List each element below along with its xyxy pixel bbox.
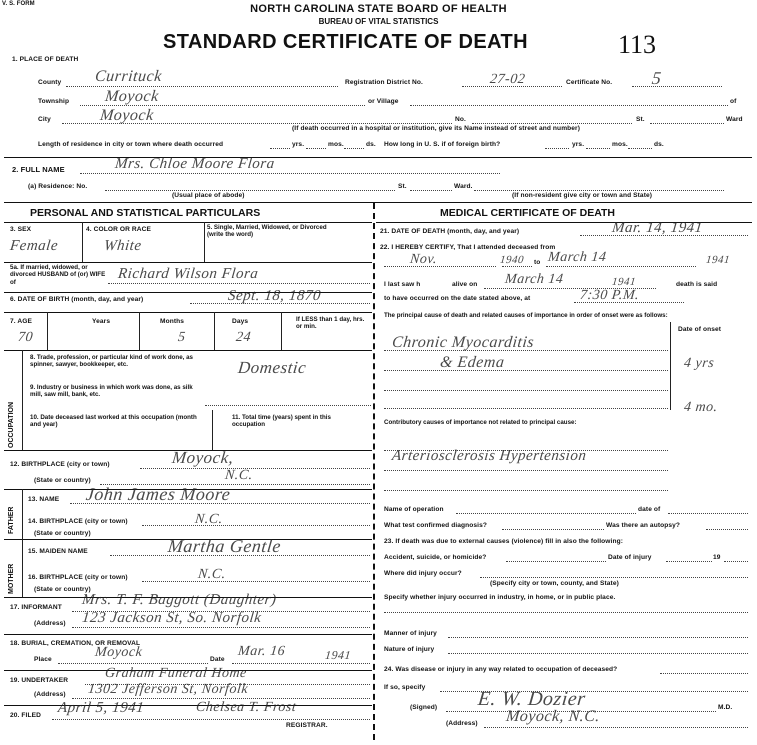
county-value: Currituck [94, 68, 163, 85]
attended-to-year-value: 1941 [705, 254, 731, 266]
date-of-death-value: Mar. 14, 1941 [611, 220, 704, 236]
st-label: St. [636, 116, 645, 123]
operation-date-label: date of [638, 506, 661, 513]
signed-label: (Signed) [410, 704, 438, 711]
dob-value: Sept. 18, 1870 [227, 288, 322, 304]
md-label: M.D. [718, 704, 733, 711]
full-name-label: 2. FULL NAME [12, 165, 65, 174]
burial-date-label: Date [210, 656, 225, 663]
burial-label: 18. BURIAL, CREMATION, OR REMOVAL [10, 640, 141, 647]
physician-address-label: (Address) [446, 720, 478, 727]
city-label: City [38, 116, 51, 123]
certificate-no-label: Certificate No. [566, 79, 613, 86]
manner-label: Manner of injury [384, 630, 437, 637]
reg-district-label: Registration District No. [345, 79, 423, 86]
certificate-no-value: 5 [651, 68, 663, 88]
place-of-death-label: 1. PLACE OF DEATH [12, 56, 79, 63]
last-saw-year-value: 1941 [611, 276, 637, 288]
county-label: County [38, 79, 62, 86]
informant-address-label: (Address) [34, 620, 66, 627]
filed-label: 20. FILED [10, 712, 41, 719]
where-injury-label: Where did injury occur? [384, 570, 462, 577]
occupation-side-label: OCCUPATION [8, 401, 15, 448]
mother-side-label: MOTHER [8, 563, 15, 594]
burial-year-value: 1941 [324, 648, 352, 662]
township-label: Township [38, 98, 70, 105]
attended-to-value: March 14 [547, 250, 608, 265]
mother-birthplace-label: 16. BIRTHPLACE (city or town) [28, 574, 128, 581]
age-days-label: Days [232, 318, 249, 325]
informant-address-value: 123 Jackson St, So. Norfolk [81, 610, 263, 626]
father-name-value: John James Moore [85, 484, 232, 504]
color-value: White [103, 238, 143, 254]
time-of-death-value: 7:30 P.M. [579, 288, 640, 303]
father-birthplace-value: N.C. [194, 512, 224, 527]
filed-value: April 5, 1941 [57, 700, 145, 716]
spouse-value: Richard Wilson Flora [117, 266, 260, 282]
age-years-label: Years [92, 318, 111, 325]
onset-1-value: 4 yrs [683, 356, 715, 371]
attended-from-value: Nov. [409, 252, 438, 267]
age-years-value: 70 [17, 330, 34, 345]
trade-label: 8. Trade, profession, or particular kind of work done, as spinner, sawyer, bookkeeper, etc. [30, 354, 193, 369]
industry-label: 9. Industry or business in which work was done, as silk mill, saw mill, bank, etc. [30, 384, 193, 399]
township-value: Moyock [104, 88, 160, 105]
occurred-label: to have occurred on the date stated above, at [384, 295, 531, 302]
undertaker-label: 19. UNDERTAKER [10, 677, 69, 684]
medical-heading: MEDICAL CERTIFICATE OF DEATH [440, 207, 615, 219]
age-months-value: 5 [177, 330, 187, 345]
residence-label: (a) Residence: No. [28, 183, 88, 190]
birthplace-state-value: N.C. [224, 468, 254, 483]
filed-by-value: Chelsea T. Frost [195, 700, 298, 715]
certificate-index-number: 113 [618, 30, 657, 59]
accident-label: Accident, suicide, or homicide? [384, 554, 487, 561]
burial-date-value: Mar. 16 [237, 644, 286, 659]
ward-label: Ward [726, 116, 743, 123]
last-saw-label: I last saw h [384, 281, 421, 288]
specify-industry-note: Specify whether injury occurred in industry, in home, or in public place. [384, 594, 616, 601]
total-time-label: 11. Total time (years) spent in this occupation [232, 414, 331, 429]
informant-label: 17. INFORMANT [10, 604, 62, 611]
city-value: Moyock [99, 107, 155, 124]
autopsy-label: Was there an autopsy? [606, 522, 681, 529]
residence-st-label: St. [398, 183, 407, 190]
last-saw-value: March 14 [504, 272, 565, 287]
city-no-label: No. [455, 116, 466, 123]
age-months-label: Months [160, 318, 185, 325]
test-label: What test confirmed diagnosis? [384, 522, 488, 529]
cause-label: The principal cause of death and related causes of importance in order of onset were as follows: [384, 312, 668, 319]
mother-birthplace-value: N.C. [197, 567, 227, 582]
onset-2-value: 4 mo. [683, 400, 719, 415]
father-name-label: 13. NAME [28, 496, 60, 503]
last-worked-label: 10. Date deceased last worked at this occupation (month and year) [30, 414, 197, 429]
physician-address-value: Moyock, N.C. [505, 708, 601, 725]
page-title: STANDARD CERTIFICATE OF DEATH [163, 31, 528, 53]
contrib-label: Contributory causes of importance not related to principal cause: [384, 419, 577, 426]
birthplace-state-label: (State or country) [34, 477, 91, 484]
undertaker-address-label: (Address) [34, 691, 66, 698]
registrar-label: REGISTRAR. [286, 722, 328, 729]
trade-value: Domestic [237, 358, 308, 377]
personal-heading: PERSONAL AND STATISTICAL PARTICULARS [30, 207, 261, 219]
undertaker-address-value: 1302 Jefferson St, Norfolk [87, 682, 249, 697]
certify-label: 22. I HEREBY CERTIFY, That I attended deceased from [380, 244, 556, 251]
specify-place-note: (Specify city or town, county, and State) [490, 580, 619, 587]
date-of-death-label: 21. DATE OF DEATH (month, day, and year) [380, 228, 520, 235]
cause-2-value: & Edema [439, 354, 506, 371]
birthplace-value: Moyock, [171, 448, 235, 467]
age-label: 7. AGE [10, 318, 32, 325]
village-label: or Village [368, 98, 399, 105]
bureau-name: BUREAU OF VITAL STATISTICS [318, 17, 439, 26]
nonresident-note: (If non-resident give city or town and State) [512, 192, 653, 199]
informant-value: Mrs. T. F. Baggott (Daughter) [81, 592, 278, 608]
father-birthplace-label: 14. BIRTHPLACE (city or town) [28, 518, 128, 525]
board-name: NORTH CAROLINA STATE BOARD OF HEALTH [250, 3, 507, 15]
physician-signature: E. W. Dozier [476, 688, 587, 710]
contrib-value: Arteriosclerosis Hypertension [391, 448, 588, 464]
birthplace-label: 12. BIRTHPLACE (city or town) [10, 461, 110, 468]
residence-ward-label: Ward. [454, 183, 473, 190]
cause-1-value: Chronic Myocarditis [391, 334, 536, 351]
father-side-label: FATHER [8, 506, 15, 534]
maiden-name-value: Martha Gentle [167, 536, 283, 556]
nature-label: Nature of injury [384, 646, 435, 653]
reg-district-value: 27-02 [489, 72, 527, 87]
burial-place-label: Place [34, 656, 52, 663]
date-injury-label: Date of injury [608, 554, 652, 561]
full-name-value: Mrs. Chloe Moore Flora [114, 156, 276, 172]
color-label: 4. COLOR OR RACE [86, 226, 151, 233]
usual-abode-note: (Usual place of abode) [172, 192, 245, 199]
less-than-day-label: If LESS than 1 day, hrs. or min. [296, 316, 365, 331]
burial-place-value: Moyock [94, 645, 144, 660]
if-so-label: If so, specify [384, 684, 426, 691]
dob-label: 6. DATE OF BIRTH (month, day, and year) [10, 296, 144, 303]
residence-length-label: Length of residence in city or town where death occurred [38, 141, 224, 148]
operation-label: Name of operation [384, 506, 444, 513]
external-label: 23. If death was due to external causes (violence) fill in also the following: [384, 538, 623, 545]
hospital-note: (If death occurred in a hospital or institution, give its Name instead of street and number) [292, 125, 581, 132]
marital-label: 5. Single, Married, Widowed, or Divorced (write the word) [207, 224, 327, 239]
spouse-label: 5a. If married, widowed, or divorced HUSBAND of (or) WIFE of [10, 264, 106, 286]
form-code: V. S. FORM [2, 1, 35, 7]
attended-year-value: 1940 [499, 254, 525, 266]
occupation-related-label: 24. Was disease or injury in any way related to occupation of deceased? [384, 666, 618, 673]
age-days-value: 24 [235, 330, 252, 345]
sex-label: 3. SEX [10, 226, 32, 233]
sex-value: Female [9, 238, 59, 254]
undertaker-value: Graham Funeral Home [104, 666, 248, 681]
foreign-birth-label: How long in U. S. if of foreign birth? [384, 141, 501, 148]
date-onset-label: Date of onset [678, 326, 722, 333]
maiden-name-label: 15. MAIDEN NAME [28, 548, 88, 555]
